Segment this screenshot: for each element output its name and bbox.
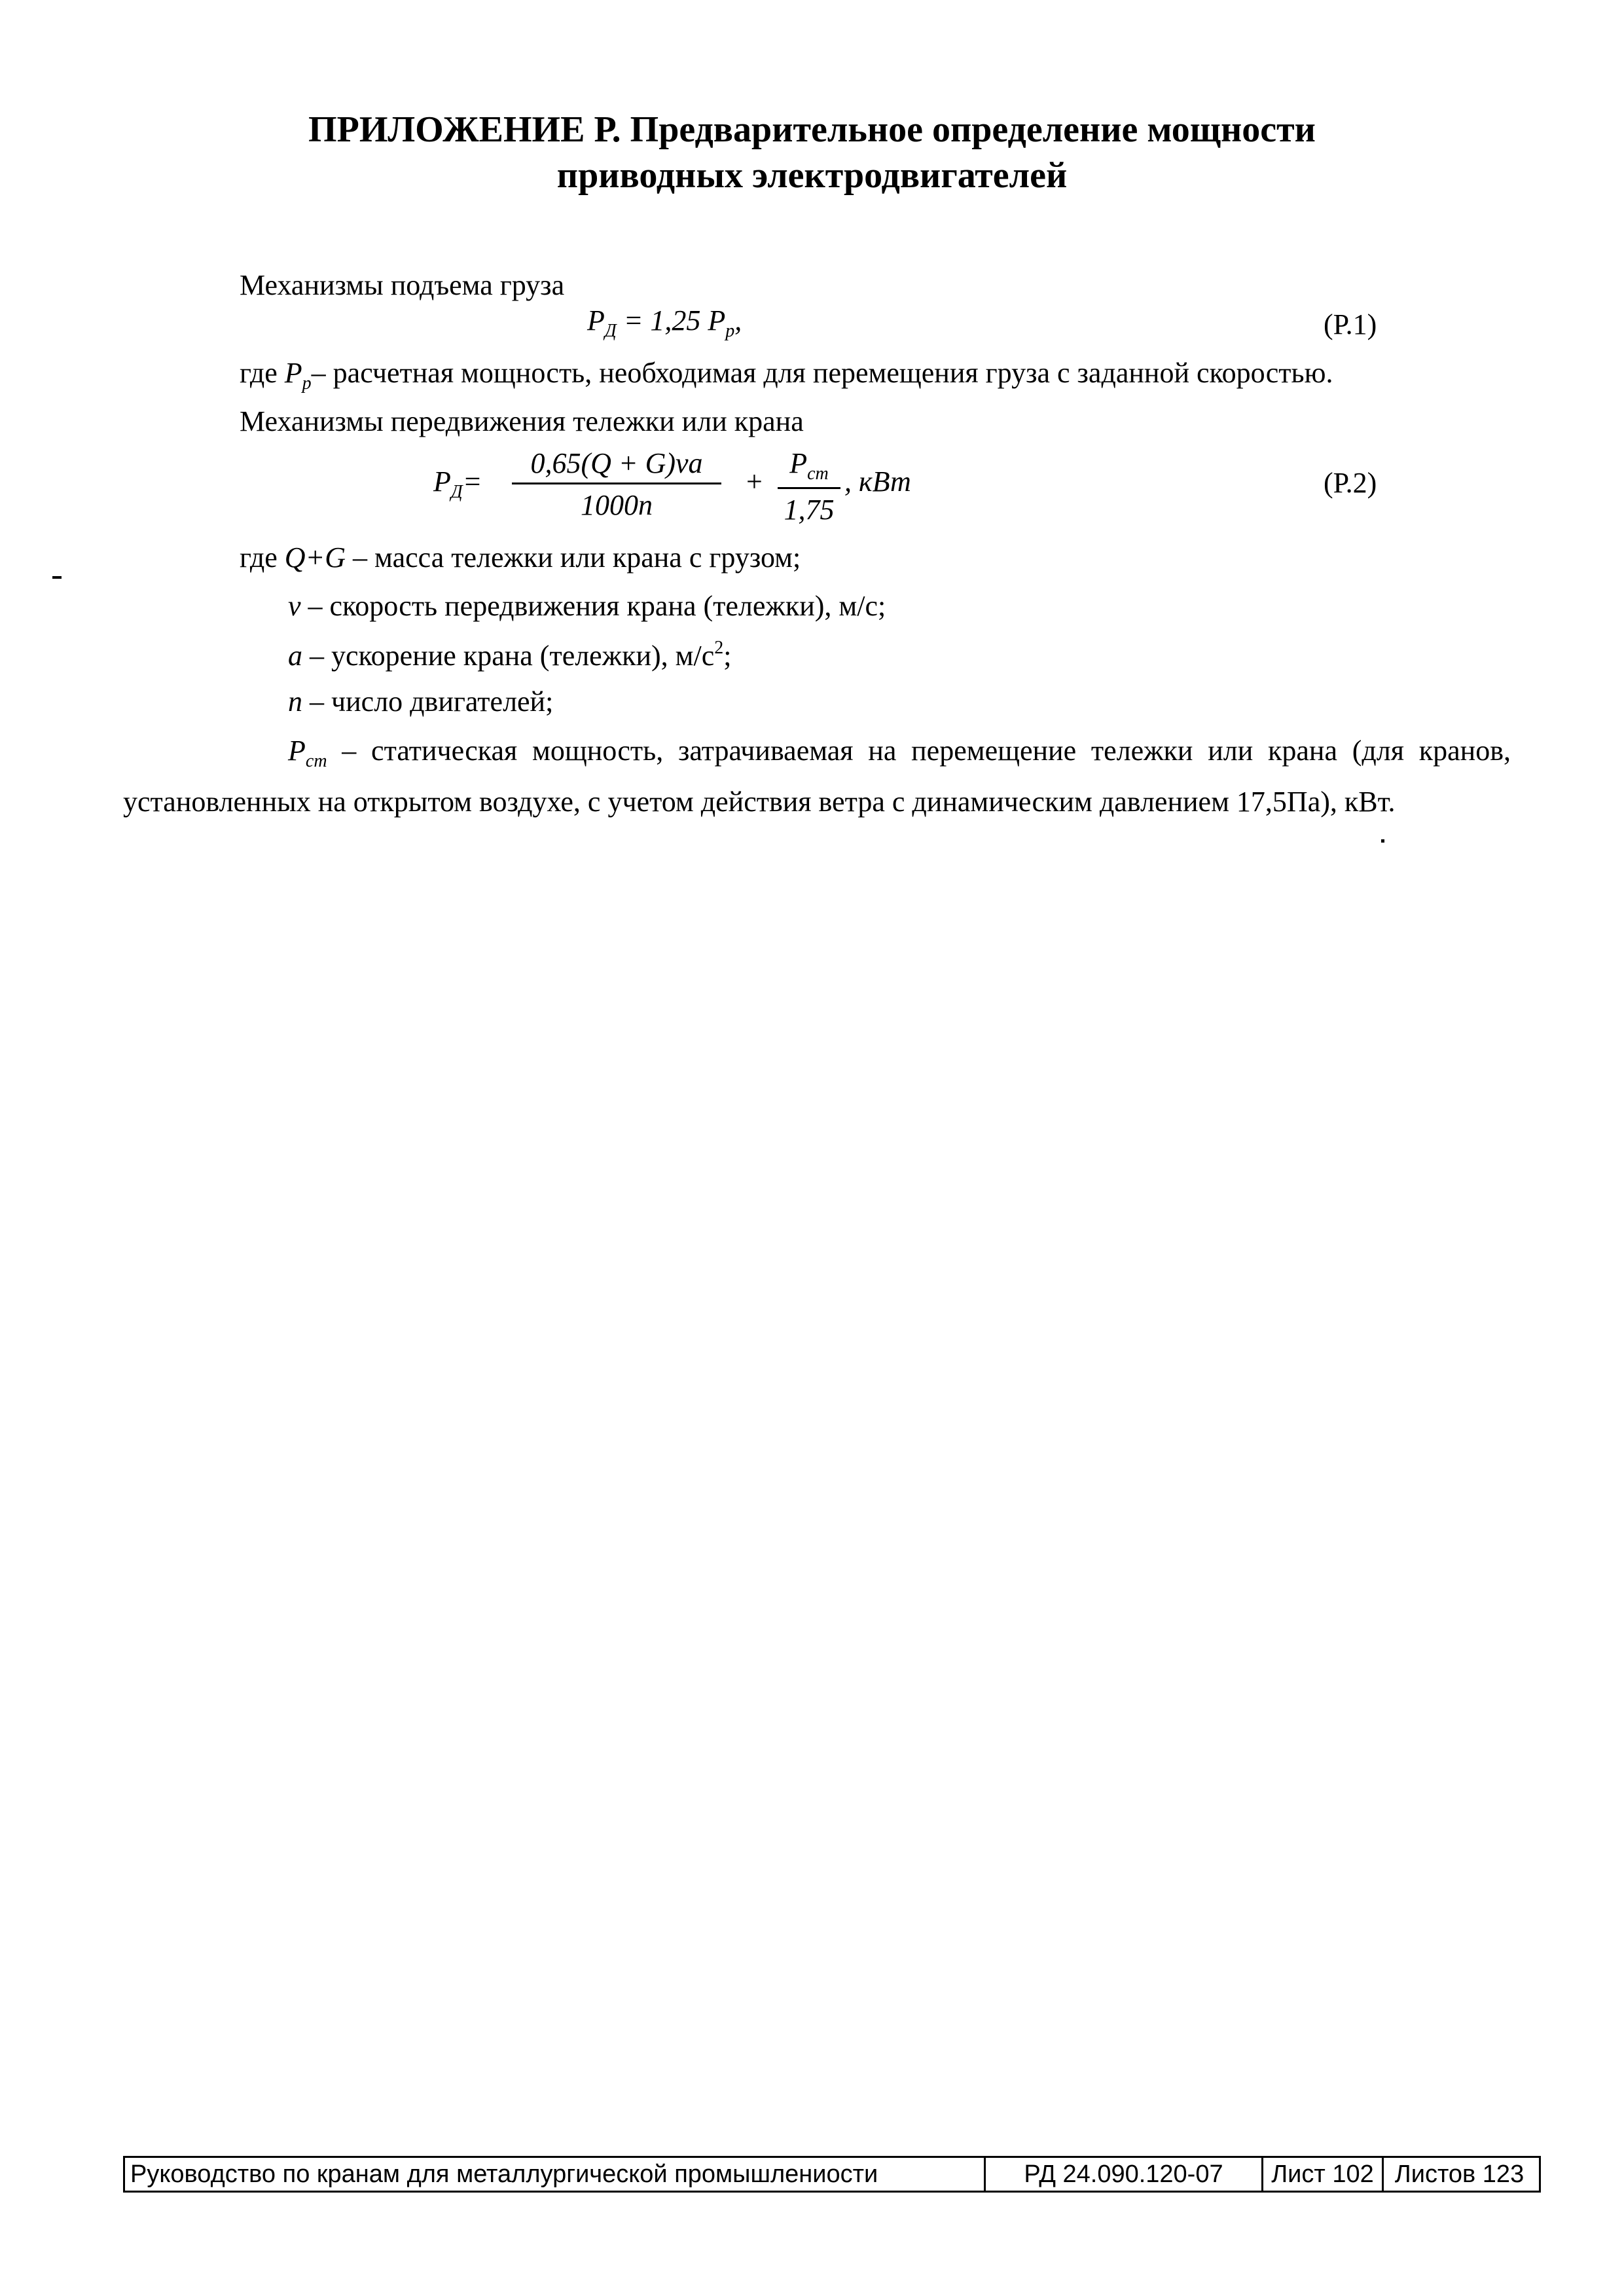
scan-speck xyxy=(1381,839,1384,843)
formula-r2-plus: + xyxy=(746,465,763,498)
footer-document-code: РД 24.090.120-07 xyxy=(986,2158,1263,2191)
formula-number-r2: (Р.2) xyxy=(1324,467,1377,499)
definition-pr: где $P_р-$ расчетная мощность, необходимая для перемещения груза с заданной скоростью. xyxy=(240,357,1333,393)
footer-sheet-number: Лист 102 xyxy=(1263,2158,1384,2191)
formula-r1: $P_Д = 1,25$ $P_р$, xyxy=(587,304,742,341)
definition-n: n – число двигателей; xyxy=(288,685,554,718)
formula-r2-fraction2: $P_{ст}$ 1,75 xyxy=(778,446,840,526)
formula-r2-lhs: $P_Д=$ xyxy=(433,465,482,502)
section-heading-travel: Механизмы передвижения тележки или крана xyxy=(240,405,804,437)
definition-a: a – ускорение крана (тележки), $м/с^2$; xyxy=(288,638,732,672)
section-heading-lifting: Механизмы подъема груза xyxy=(240,269,565,301)
definition-qg: где Q+G – масса тележки или крана с грузом; xyxy=(240,541,801,574)
definition-pst: $P_{ст}$ – статическая мощность, затрачиваемая на перемещение тележки или крана (для кранов, установленных на открытом воздухе, с учетом действия ветра с динамическим давлением 17,5Па), кВт. xyxy=(123,735,1511,818)
page-title-line2: приводных электродвигателей xyxy=(556,155,1068,196)
page-title: ПРИЛОЖЕНИЕ Р. Предварительное определение мощности xyxy=(308,109,1316,150)
formula-r2-unit: , кВт xyxy=(844,465,911,498)
definition-v: v – скорость передвижения крана (тележки), м/с; xyxy=(288,590,886,622)
document-footer xyxy=(123,2156,1541,2193)
footer-document-title: Руководство по кранам для металлургической промышлениости xyxy=(125,2158,986,2191)
formula-r2-fraction1: $\frac{0,65(Q + G)va}{1000n}$ xyxy=(512,446,721,522)
footer-sheets-total: Листов 123 xyxy=(1394,2160,1525,2188)
formula-number-r1: (Р.1) xyxy=(1324,308,1377,340)
scan-speck xyxy=(52,576,62,579)
